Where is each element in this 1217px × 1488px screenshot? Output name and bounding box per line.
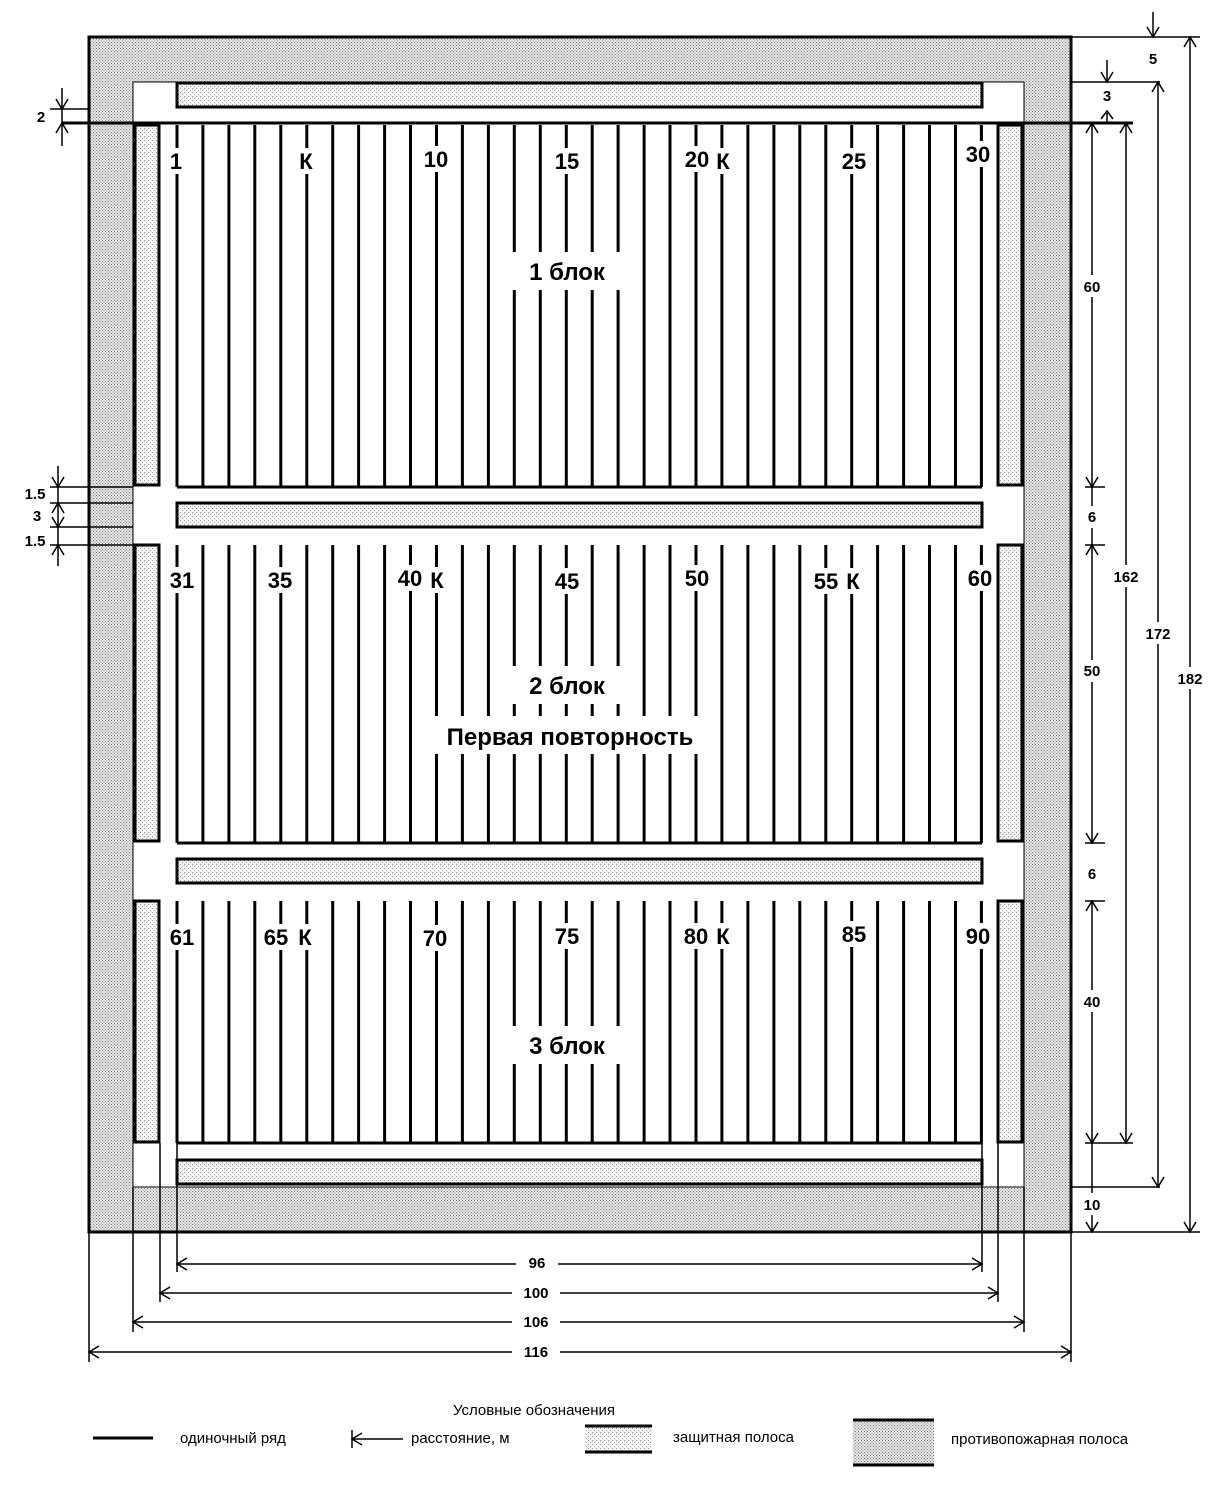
row-number-label: 55: [813, 569, 839, 594]
dim-block-2: 50: [1083, 663, 1101, 680]
replication-label: Первая повторность: [446, 724, 694, 751]
legend-single-row-label: одиночный ряд: [180, 1430, 286, 1447]
row-number-label: 60: [967, 566, 993, 591]
dim-left-top-gap: 2: [36, 109, 46, 126]
legend-protective-swatch: [585, 1426, 652, 1452]
right-dimension-lines: [1071, 12, 1203, 1232]
legend-firebreak-swatch: [853, 1420, 934, 1465]
dim-bottom-inner: 106: [523, 1314, 549, 1331]
dim-top-protective: 3: [1102, 88, 1112, 105]
row-number-label: 20: [684, 147, 710, 172]
dim-left-gap-b: 1.5: [24, 533, 46, 550]
legend-protective-label: защитная полоса: [673, 1429, 794, 1446]
block-3-label: 3 блок: [529, 1033, 605, 1060]
row-number-label: К: [430, 568, 444, 593]
dim-bottom-total: 116: [523, 1344, 549, 1361]
legend: [93, 1402, 1129, 1465]
row-number-label: 80: [683, 924, 709, 949]
row-number-label: 50: [684, 566, 710, 591]
dim-block-1: 60: [1083, 279, 1101, 296]
row-number-label: 30: [965, 142, 991, 167]
row-number-label: 75: [554, 924, 580, 949]
row-number-label: 15: [554, 149, 580, 174]
row-number-label: 25: [841, 149, 867, 174]
dim-left-strip: 3: [32, 508, 42, 525]
legend-distance-arrow-icon: [352, 1430, 403, 1448]
block-1-label: 1 блок: [529, 259, 605, 286]
row-number-label: 65: [263, 925, 289, 950]
row-number-label: К: [846, 569, 860, 594]
legend-distance-label: расстояние, м: [411, 1430, 510, 1447]
dim-left-gap-a: 1.5: [24, 486, 46, 503]
dim-gap-2-3: 6: [1087, 866, 1097, 883]
row-number-label: 10: [423, 147, 449, 172]
row-number-label: 61: [169, 925, 195, 950]
dim-bottom-protective: 100: [523, 1285, 549, 1302]
row-number-label: К: [299, 149, 313, 174]
dim-gap-1-2: 6: [1087, 509, 1097, 526]
dim-total-protected: 172: [1145, 626, 1171, 643]
dim-total-blocks: 162: [1113, 569, 1139, 586]
row-number-label: 1: [169, 149, 183, 174]
row-number-label: К: [298, 925, 312, 950]
row-number-label: К: [716, 149, 730, 174]
block-2-label: 2 блок: [529, 673, 605, 700]
legend-firebreak-label: противопожарная полоса: [951, 1431, 1129, 1448]
dim-bottom-strip: 10: [1083, 1197, 1101, 1214]
legend-title: Условные обозначения: [452, 1402, 616, 1419]
row-number-label: 70: [422, 926, 448, 951]
row-number-label: 45: [554, 569, 580, 594]
row-number-label: 35: [267, 568, 293, 593]
row-number-label: 31: [169, 568, 195, 593]
row-number-label: 90: [965, 924, 991, 949]
dim-total-length: 182: [1177, 671, 1203, 688]
row-number-label: К: [716, 924, 730, 949]
dim-block-3: 40: [1083, 994, 1101, 1011]
dim-top-firebreak: 5: [1148, 51, 1158, 68]
row-number-label: 85: [841, 922, 867, 947]
dim-bottom-rows: 96: [528, 1255, 546, 1272]
row-number-label: 40: [397, 566, 423, 591]
